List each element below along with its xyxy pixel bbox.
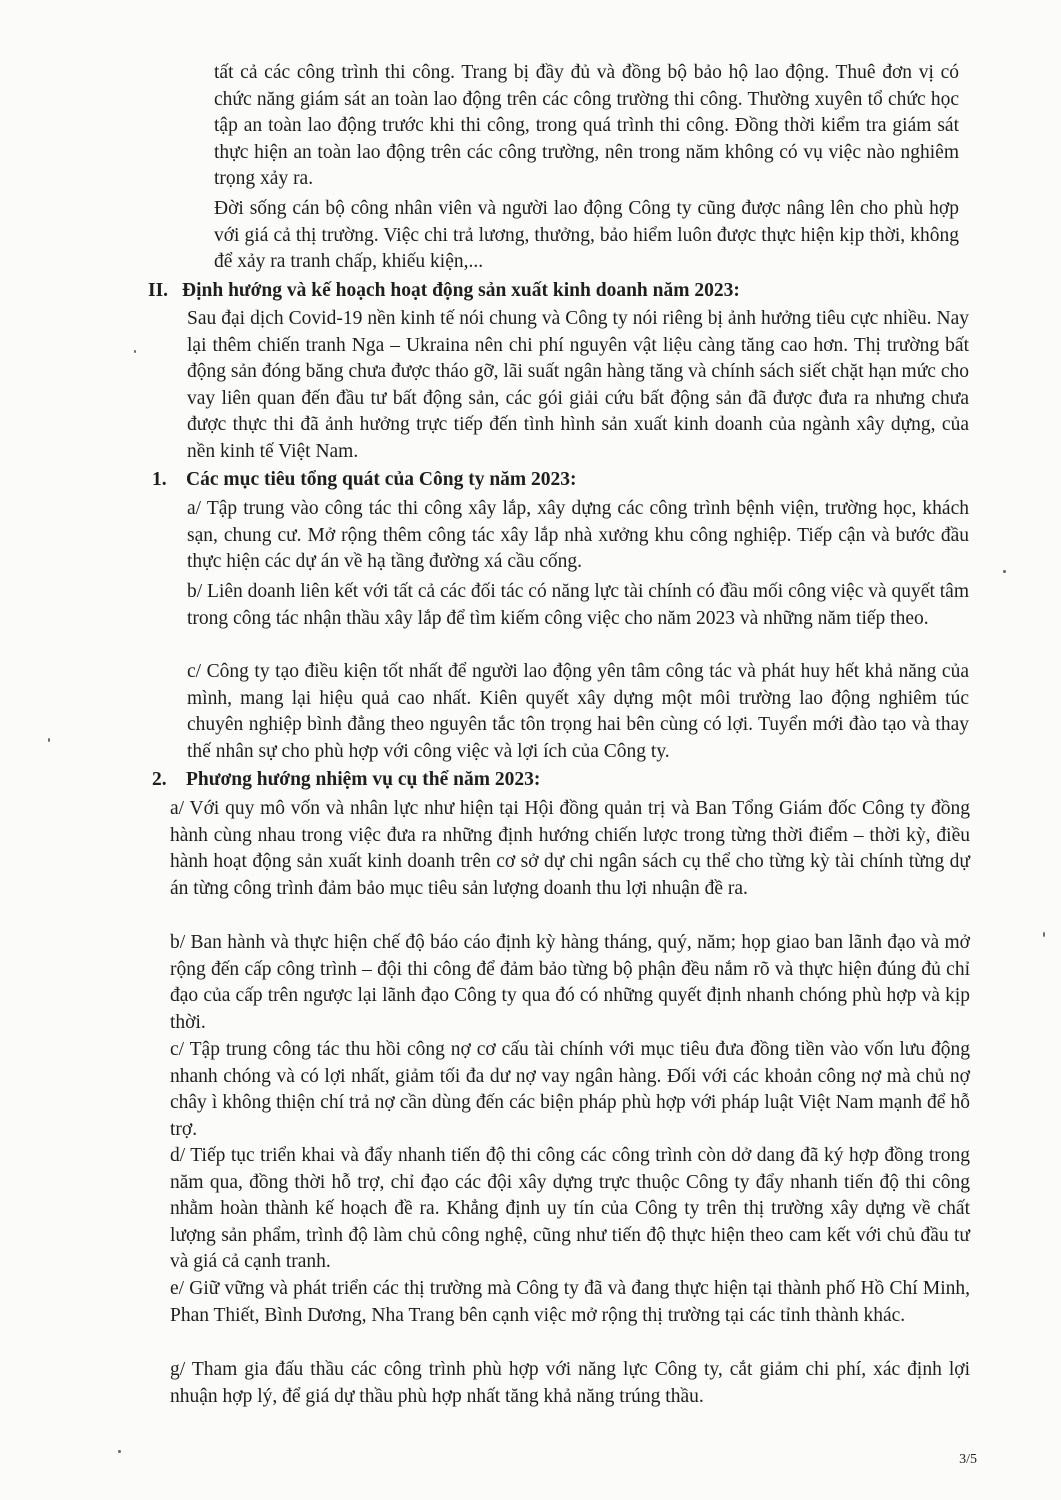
paragraph-task-g: g/ Tham gia đấu thầu các công trình phù hợp với năng lực Công ty, cắt giảm chi phí, xác định lợi nhuận hợp lý, để giá dự thầu phù hợp nhất tăng khả năng trúng thầu. — [170, 1359, 970, 1407]
page-number: 3/5 — [959, 1452, 977, 1467]
scan-speck — [118, 1450, 121, 1453]
section-title: Định hướng và kế hoạch hoạt động sản xuất kinh doanh năm 2023: — [182, 280, 740, 301]
scan-speck — [48, 738, 50, 742]
scan-speck — [134, 350, 136, 353]
paragraph-safety: tất cả các công trình thi công. Trang bị đầy đủ và đồng bộ bảo hộ lao động. Thuê đơn vị có chức năng giám sát an toàn lao động trên các công trường thi công. Thường xuyên tổ chức học tập an toàn lao động trước khi thi công, trong quá trình thi công. Đồng thời kiểm tra giám sát thực hiện an toàn lao động trên các công trường, nên trong năm không có vụ việc nào nghiêm trọng xảy ra. — [214, 62, 959, 189]
section-heading-ii — [148, 278, 968, 304]
paragraph-goal-a: a/ Tập trung vào công tác thi công xây lắp, xây dựng các công trình bệnh viện, trường học, khách sạn, chung cư. Mở rộng thêm công tác xây lắp nhà xưởng khu công nghiệp. Tiếp cận và bước đầu thực hiện các dự án về hạ tầng đường xá cầu cống. — [187, 498, 969, 572]
paragraph-task-a: a/ Với quy mô vốn và nhân lực như hiện tại Hội đồng quản trị và Ban Tổng Giám đốc Công ty đồng hành cùng nhau trong việc đưa ra những định hướng chiến lược trong từng thời điểm – thời kỳ, điều hành hoạt động sản xuất kinh doanh trên cơ sở dự chi ngân sách cụ thể cho từng kỳ tài chính từng dự án từng công trình đảm bảo mục tiêu sản lượng doanh thu lợi nhuận đề ra. — [170, 798, 970, 899]
paragraph-task-c: c/ Tập trung công tác thu hồi công nợ cơ cấu tài chính với mục tiêu đưa đồng tiền vào vốn lưu động nhanh chóng và có lợi nhất, giảm tối đa dư nợ vay ngân hàng. Đối với các khoản công nợ mà chủ nợ chây ì không thiện chí trả nợ cần dùng đến các biện pháp phù hợp với pháp luật Việt Nam mạnh để hỗ trợ. — [170, 1039, 970, 1140]
scan-speck — [1043, 932, 1045, 937]
section-number: II. — [148, 280, 169, 301]
paragraph-worker-life: Đời sống cán bộ công nhân viên và người lao động Công ty cũng được nâng lên cho phù hợp với giá cả thị trường. Việc chi trả lương, thưởng, bảo hiểm luôn được thực hiện kịp thời, không để xảy ra tranh chấp, khiếu kiện,... — [214, 198, 959, 272]
subsection-heading-1 — [152, 467, 972, 493]
subsection-heading-2 — [152, 767, 972, 793]
paragraph-goal-b: b/ Liên doanh liên kết với tất cả các đối tác có năng lực tài chính có đầu mối công việc và quyết tâm trong công tác nhận thầu xây lắp để tìm kiếm công việc cho năm 2023 và những năm tiếp theo. — [187, 581, 969, 629]
subsection-title: Các mục tiêu tổng quát của Công ty năm 2023: — [186, 469, 577, 490]
subsection-number: 1. — [152, 469, 167, 490]
subsection-title: Phương hướng nhiệm vụ cụ thể năm 2023: — [186, 769, 541, 790]
paragraph-section-intro: Sau đại dịch Covid-19 nền kinh tế nói chung và Công ty nói riêng bị ảnh hưởng tiêu cực nhiều. Nay lại thêm chiến tranh Nga – Ukraina nên chi phí nguyên vật liệu càng tăng cao hơn. Thị trường bất động sản đóng băng chưa được tháo gỡ, lãi suất ngân hàng tăng và chính sách siết chặt hạn mức cho vay liên quan đến đầu tư bất động sản, các gói giải cứu bất động sản đã được đưa ra nhưng chưa được thực thi đã ảnh hưởng trực tiếp đến tình hình sản xuất kinh doanh của ngành xây dựng, của nền kinh tế Việt Nam. — [187, 308, 969, 462]
paragraph-task-d: d/ Tiếp tục triển khai và đẩy nhanh tiến độ thi công các công trình còn dở dang đã ký hợp đồng trong năm qua, đồng thời hỗ trợ, chỉ đạo các đội xây dựng trực thuộc Công ty đẩy nhanh tiến độ thi công nhằm hoàn thành kế hoạch đề ra. Khẳng định uy tín của Công ty trên thị trường xây dựng về chất lượng sản phẩm, trình độ làm chủ công nghệ, cũng như tiến độ thực hiện theo cam kết với chủ đầu tư và giá cả cạnh tranh. — [170, 1145, 970, 1272]
paragraph-goal-c: c/ Công ty tạo điều kiện tốt nhất để người lao động yên tâm công tác và phát huy hết khả năng của mình, mang lại hiệu quả cao nhất. Kiên quyết xây dựng một môi trường lao động nghiêm túc chuyên nghiệp bình đẳng theo nguyên tắc tôn trọng hai bên cùng có lợi. Tuyển mới đào tạo và thay thế nhân sự cho phù hợp với công việc và lợi ích của Công ty. — [187, 661, 969, 762]
paragraph-task-e: e/ Giữ vững và phát triển các thị trường mà Công ty đã và đang thực hiện tại thành phố Hồ Chí Minh, Phan Thiết, Bình Dương, Nha Trang bên cạnh việc mở rộng thị trường tại các tỉnh thành khác. — [170, 1278, 970, 1326]
paragraph-task-b: b/ Ban hành và thực hiện chế độ báo cáo định kỳ hàng tháng, quý, năm; họp giao ban lãnh đạo và mở rộng đến cấp công trình – đội thi công để đảm bảo từng bộ phận đều nắm rõ và thực hiện đúng đủ chỉ đạo của cấp trên ngược lại lãnh đạo Công ty qua đó có những quyết định nhanh chóng phù hợp và kịp thời. — [170, 932, 970, 1033]
scan-speck — [1003, 570, 1006, 573]
subsection-number: 2. — [152, 769, 167, 790]
